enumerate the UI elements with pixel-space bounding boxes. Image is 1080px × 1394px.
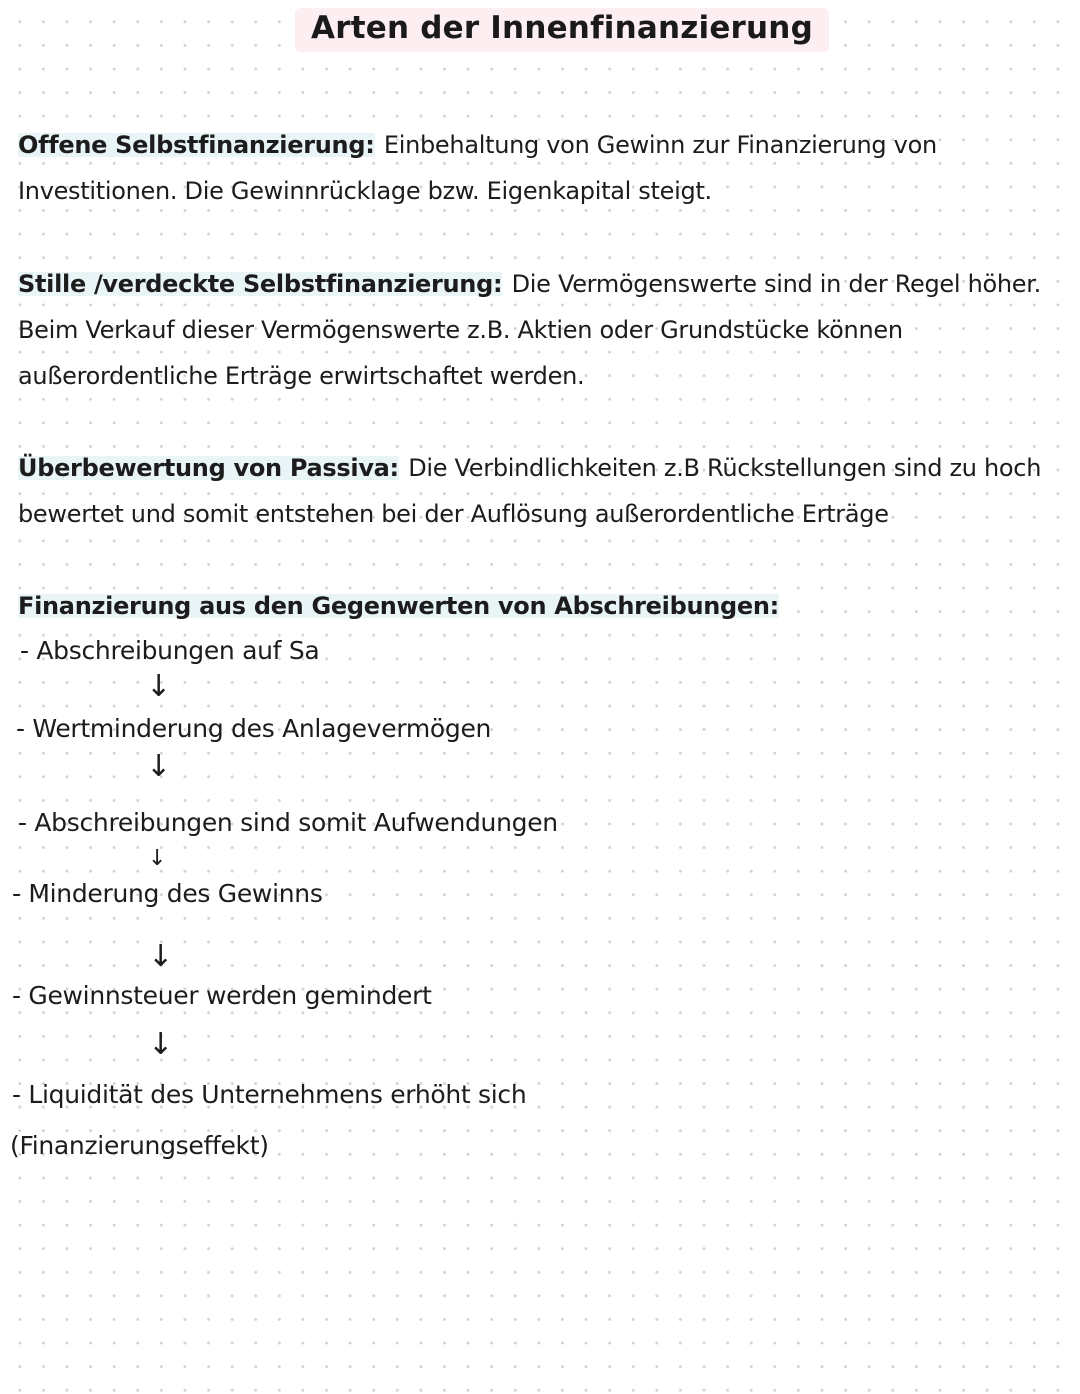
page-title: Arten der Innenfinanzierung	[295, 8, 829, 52]
step-finanzierungseffekt: (Finanzierungseffekt)	[10, 1131, 269, 1160]
step-gewinnsteuer: - Gewinnsteuer werden gemindert	[12, 981, 432, 1010]
arrow-down-icon: ↓	[146, 749, 172, 784]
step-abschreibungen-auf-sa: - Abschreibungen auf Sa	[20, 636, 320, 665]
arrow-down-icon: ↓	[146, 669, 172, 704]
arrow-down-icon: ↓	[148, 939, 174, 974]
section-stille-selbstfinanzierung	[18, 261, 1058, 399]
section-ueberbewertung-passiva	[18, 445, 1058, 537]
arrow-down-icon: ↓	[148, 846, 167, 871]
definition-ueberbewertung-passiva: Die Verbindlichkeiten z.B Rückstellungen sind zu hoch bewertet und somit entstehen bei der Auflösung außerordentliche Erträge	[18, 454, 1042, 528]
title-wrapper	[0, 8, 1080, 52]
definition-stille-selbstfinanzierung: Die Vermögenswerte sind in der Regel höher. Beim Verkauf dieser Vermögenswerte z.B. Aktien oder Grundstücke können außerordentliche Erträge erwirtschaftet werden.	[18, 270, 1041, 390]
section-abschreibungen-heading	[18, 583, 1058, 629]
step-liquiditaet: - Liquidität des Unternehmens erhöht sich	[12, 1080, 527, 1109]
definition-offene-selbstfinanzierung: Einbehaltung von Gewinn zur Finanzierung von Investitionen. Die Gewinnrücklage bzw. Eigenkapital steigt.	[18, 131, 937, 205]
term-stille-selbstfinanzierung: Stille /verdeckte Selbstfinanzierung:	[18, 270, 503, 298]
step-aufwendungen: - Abschreibungen sind somit Aufwendungen	[18, 808, 558, 837]
section-offene-selbstfinanzierung	[18, 122, 1058, 214]
term-ueberbewertung-passiva: Überbewertung von Passiva:	[18, 454, 399, 482]
step-minderung-gewinn: - Minderung des Gewinns	[12, 879, 323, 908]
step-wertminderung: - Wertminderung des Anlagevermögen	[16, 714, 492, 743]
term-abschreibungen: Finanzierung aus den Gegenwerten von Abschreibungen:	[18, 592, 779, 620]
arrow-down-icon: ↓	[148, 1027, 174, 1062]
term-offene-selbstfinanzierung: Offene Selbstfinanzierung:	[18, 131, 375, 159]
